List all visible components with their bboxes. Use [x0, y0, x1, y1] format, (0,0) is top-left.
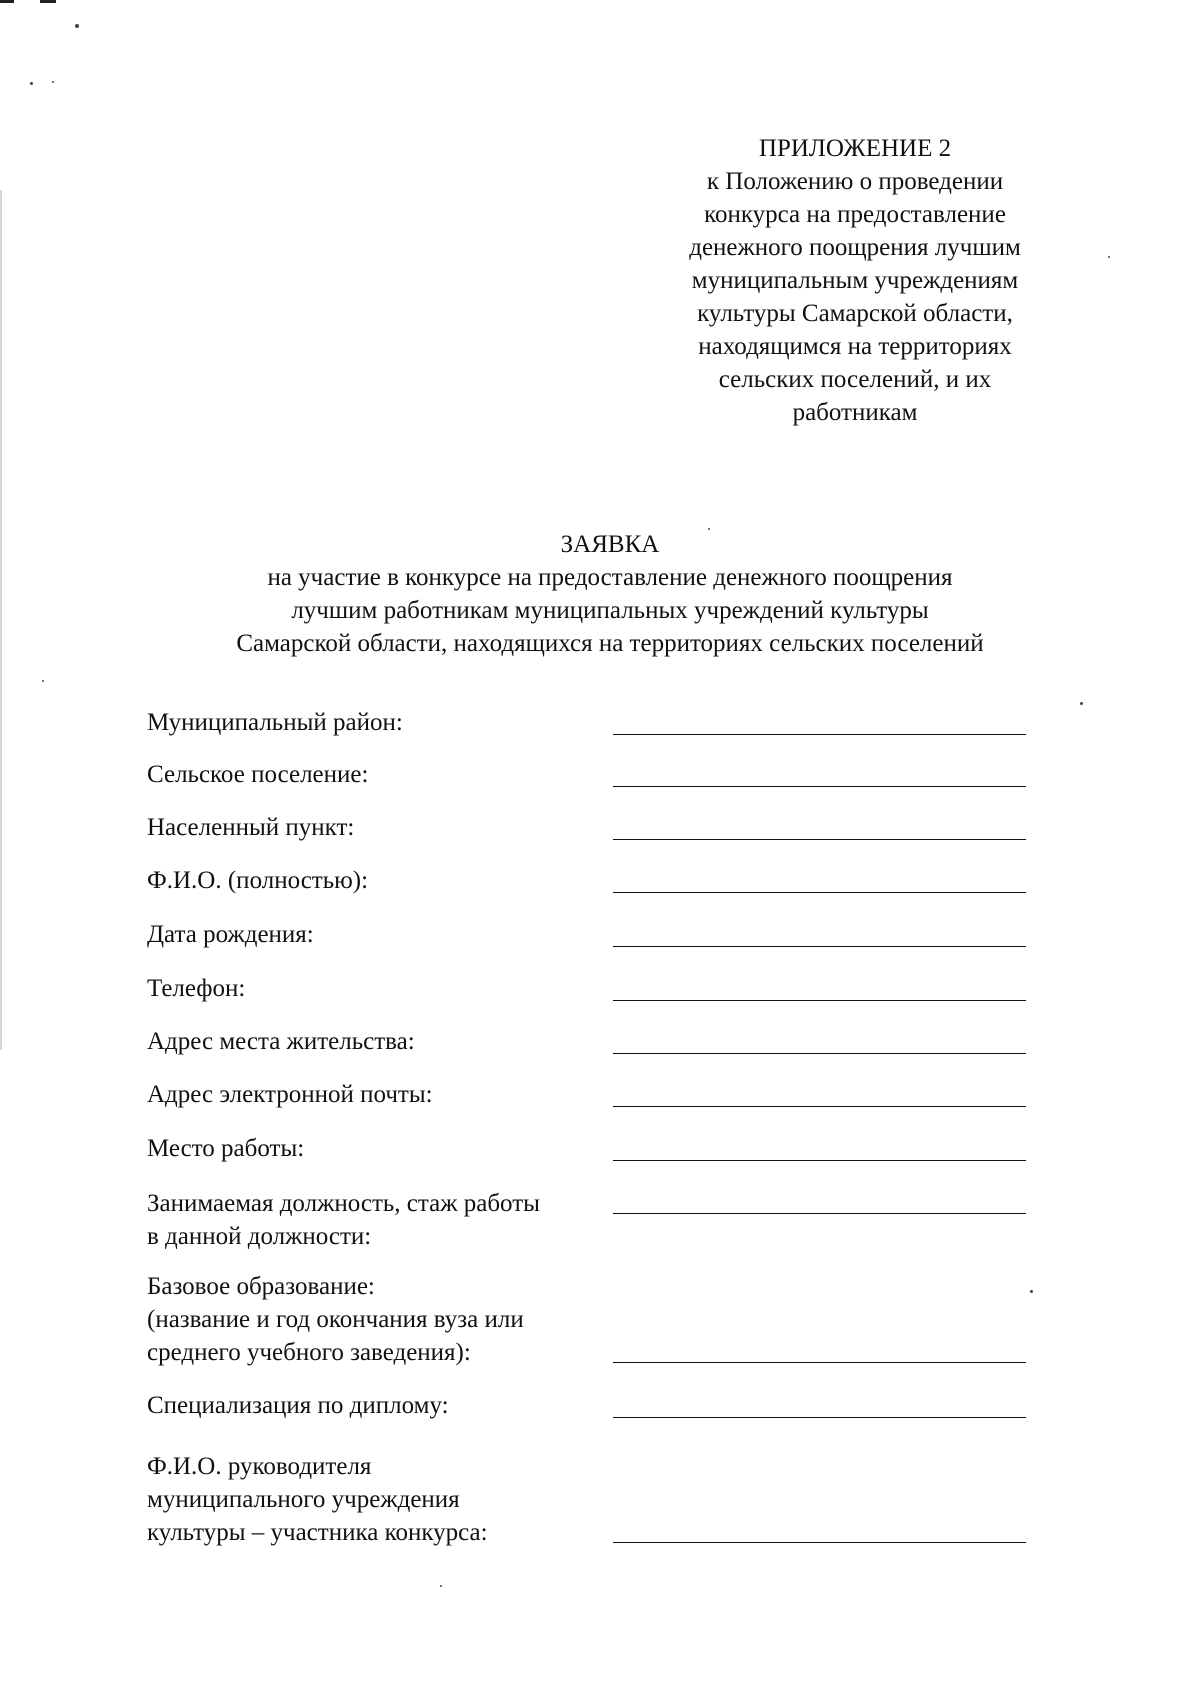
- application-title: [110, 528, 1110, 660]
- field-label: Дата рождения:: [147, 921, 314, 948]
- scan-speck: [30, 82, 33, 85]
- scan-left-edge: [0, 190, 2, 1050]
- title-subline: на участие в конкурсе на предоставление денежного поощрения: [267, 564, 953, 591]
- field-label: Место работы:: [147, 1135, 305, 1162]
- fill-in-line[interactable]: [613, 1542, 1026, 1543]
- field-position-experience: [147, 1187, 1027, 1253]
- field-full-name: [147, 864, 1027, 897]
- scan-speck: [75, 24, 79, 28]
- field-birth-date: [147, 918, 1027, 951]
- appendix-line: работникам: [792, 399, 918, 426]
- scan-speck: [1030, 1290, 1033, 1293]
- fill-in-line[interactable]: [613, 1362, 1026, 1363]
- scan-speck: [1108, 256, 1110, 258]
- appendix-line: к Положению о проведении: [706, 168, 1004, 195]
- appendix-line: муниципальным учреждениям: [691, 267, 1019, 294]
- fill-in-line[interactable]: [613, 734, 1026, 735]
- field-label: Телефон:: [147, 975, 246, 1002]
- fill-in-line[interactable]: [613, 892, 1026, 893]
- field-label: Муниципальный район:: [147, 709, 403, 736]
- field-label: Ф.И.О. руководителя муниципального учреждения культуры – участника конкурса:: [147, 1453, 488, 1546]
- field-label: Населенный пункт:: [147, 814, 355, 841]
- fill-in-line[interactable]: [613, 1000, 1026, 1001]
- fill-in-line[interactable]: [613, 839, 1026, 840]
- appendix-line: сельских поселений, и их: [718, 366, 992, 393]
- field-label: Сельское поселение:: [147, 761, 369, 788]
- field-label: Занимаемая должность, стаж работы в данной должности:: [147, 1190, 540, 1250]
- field-head-full-name: [147, 1450, 1027, 1549]
- field-municipal-district: [147, 706, 1027, 739]
- field-rural-settlement: [147, 758, 1027, 791]
- appendix-header: [620, 132, 1090, 429]
- field-label: Специализация по диплому:: [147, 1392, 449, 1419]
- fill-in-line[interactable]: [613, 1417, 1026, 1418]
- scan-edge-mark: [0, 0, 58, 6]
- title-subline: лучшим работникам муниципальных учреждений культуры: [291, 597, 929, 624]
- field-phone: [147, 972, 1027, 1005]
- fill-in-line[interactable]: [613, 786, 1026, 787]
- field-workplace: [147, 1132, 1027, 1165]
- appendix-line: конкурса на предоставление: [704, 201, 1006, 228]
- scan-speck: [440, 1585, 442, 1587]
- fill-in-line[interactable]: [613, 1213, 1026, 1214]
- document-heading: ЗАЯВКА: [560, 531, 660, 558]
- field-label: Ф.И.О. (полностью):: [147, 867, 369, 894]
- field-label: Адрес места жительства:: [147, 1028, 415, 1055]
- title-subline: Самарской области, находящихся на территориях сельских поселений: [236, 630, 984, 657]
- fill-in-line[interactable]: [613, 1106, 1026, 1107]
- field-label: Адрес электронной почты:: [147, 1081, 433, 1108]
- fill-in-line[interactable]: [613, 1053, 1026, 1054]
- fill-in-line[interactable]: [613, 946, 1026, 947]
- scan-speck: [42, 680, 44, 682]
- field-locality: [147, 811, 1027, 844]
- field-diploma-specialization: [147, 1389, 1027, 1422]
- scan-speck: [1080, 702, 1083, 705]
- field-home-address: [147, 1025, 1027, 1058]
- appendix-line: денежного поощрения лучшим: [689, 234, 1021, 261]
- appendix-line: ПРИЛОЖЕНИЕ 2: [758, 135, 952, 162]
- field-email: [147, 1078, 1027, 1111]
- field-label: Базовое образование: (название и год окончания вуза или среднего учебного заведения):: [147, 1273, 524, 1366]
- fill-in-line[interactable]: [613, 1160, 1026, 1161]
- scan-speck: [52, 81, 54, 83]
- field-base-education: [147, 1270, 1027, 1369]
- appendix-line: культуры Самарской области,: [697, 300, 1013, 327]
- appendix-line: находящимся на территориях: [698, 333, 1012, 360]
